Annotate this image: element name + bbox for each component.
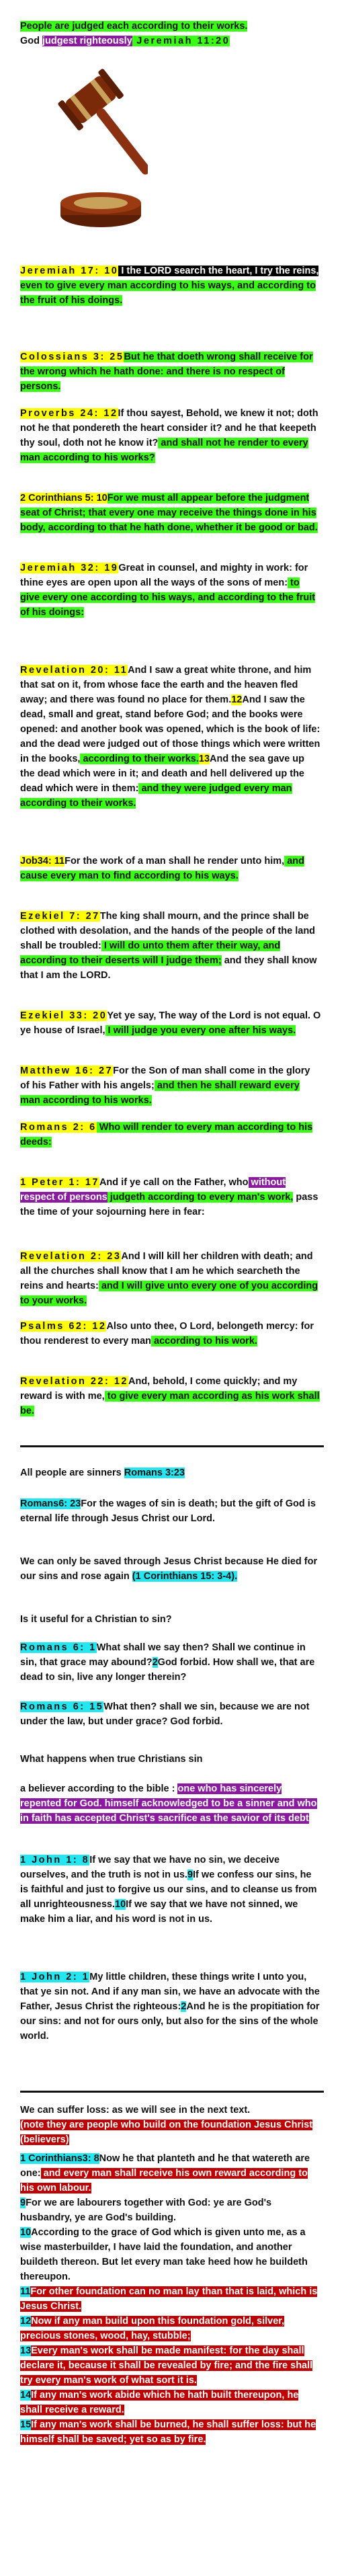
- john18-n10: 10: [115, 1899, 126, 1910]
- john21-t1: My little children, these things write I unto you, that ye sin not. And if any man sin, we have an advocate with the Father, Jesus Christ the righteous:: [20, 1972, 320, 2012]
- job3411-t2: and cause every man to find according to his ways.: [20, 856, 305, 881]
- believer-a: a believer according to the bible :: [20, 1783, 178, 1794]
- saved-text: We can only be saved through Jesus Christ because He died for our sins and rose again: [20, 1556, 318, 1582]
- verse-rom61: [20, 1640, 321, 1685]
- ref-eze3320: Ezekiel 33: 20: [20, 1010, 108, 1021]
- verse-job3411: [20, 854, 321, 883]
- rom623-text: For the wages of sin is death; but the gift of God is eternal life through Jesus Christ our Lord.: [20, 1498, 316, 1524]
- rev2212-t1: And, behold, I come quickly; and my reward is with me,: [20, 1376, 298, 1402]
- john21-n2: 2: [181, 2001, 187, 2012]
- when-line: [20, 1752, 321, 1767]
- rom61-t1: What shall we say then? Shall we continue in sin, that grace may abound?: [20, 1642, 306, 1668]
- rev2011-t5: and they were judged every man according to their works.: [20, 783, 292, 809]
- cor38-n13: 13: [20, 2345, 32, 2356]
- rev223-t2: and I will give unto every one of you according to your works.: [20, 1281, 318, 1306]
- intro-god: God: [20, 36, 43, 46]
- cor38-t2: and every man shall receive his own reward according to his own labour.: [20, 2168, 308, 2193]
- eze727-t1: The king shall mourn, and the prince shall be clothed with desolation, and the hands of the people of the land shall be troubled:: [20, 911, 316, 951]
- verse-rev2011: [20, 663, 321, 811]
- section-divider-1: [20, 1445, 324, 1447]
- believer-b: one who has sincerely repented for God. himself acknowledged to be a sinner and who in faith has accepted Christ's sacrifice as the savior of its debt: [20, 1783, 317, 1824]
- mat1627-t2: and then he shall reward every man according to his works.: [20, 1080, 300, 1106]
- rev2011-n12: 12: [231, 694, 243, 705]
- eze3320-t1: Yet ye say, The way of the Lord is not equal. O ye house of Israel,: [20, 1010, 321, 1036]
- jer1710-t1: I the LORD search the heart, I try the reins,: [118, 266, 319, 276]
- ref-rom61: Romans 6: 1: [20, 1642, 97, 1653]
- ref-jer1710: Jeremiah 17: 10: [20, 266, 119, 276]
- ref-mat1627: Matthew 16: 27: [20, 1065, 114, 1076]
- verse-rev2212: [20, 1374, 321, 1418]
- rom61-t2: God forbid. How shall we, that are dead to sin, live any longer therein?: [20, 1657, 315, 1683]
- cor38-t14: If any man's work abide which he hath built thereupon, he shall receive a reward.: [20, 2390, 299, 2415]
- intro-block: [20, 19, 321, 48]
- gavel-icon: [47, 47, 148, 249]
- john18-t2: If we confess our sins, he is faithful and just to forgive us our sins, and to cleanse us from all unrighteousness.: [20, 1869, 317, 1910]
- cor38-t10: According to the grace of God which is given unto me, as a wise masterbuilder, I have laid the foundation, and another buildeth thereon. But let every man take heed how he buildeth thereupon.: [20, 2227, 308, 2282]
- verse-mat1627: [20, 1063, 321, 1108]
- ref-job3411: Job34: 11: [20, 856, 65, 867]
- job3411-t1: For the work of a man shall he render unto him,: [64, 856, 285, 867]
- verse-cor510: [20, 491, 321, 535]
- cor38-n9: 9: [20, 2198, 26, 2208]
- eze727-t3: and they shall know that I am the LORD.: [20, 955, 317, 981]
- intro-judgest: judgest righteously: [42, 36, 132, 46]
- pet117-t1: And if ye call on the Father, who: [99, 1177, 249, 1188]
- ref-rom623: Romans6: 23: [20, 1498, 81, 1509]
- cor38-n12: 12: [20, 2316, 32, 2327]
- verse-john18: [20, 1853, 321, 1927]
- cor510-t1: For we must all appear before the judgment seat of Christ; that every one may receive the things done in his body, according to that he hath done, whether it be good or bad.: [20, 493, 318, 533]
- cor38-t13: Every man's work shall be made manifest: for the day shall declare it, because it shall be revealed by fire; and the fire shall try every man's work of what sort it is.: [20, 2345, 313, 2386]
- rev2011-t1: And I saw a great white throne, and him that sat on it, from whose face the earth and the heaven fled away; and there was found no place for them.: [20, 665, 312, 705]
- sinners-text: All people are sinners: [20, 1467, 124, 1478]
- rev2212-t2: to give every man according as his work shall be.: [20, 1391, 320, 1416]
- pro2412-t2: and shall not he render to every man according to his works?: [20, 438, 308, 463]
- rev2011-t2: And I saw the dead, small and great, stand before God; and the books were opened: and another book was opened, which is the book of life: and the dead were judged out of those things which were written in the books,: [20, 694, 320, 764]
- loss-intro-a: We can suffer loss: as we will see in the next text.: [20, 2105, 251, 2116]
- john18-t3: If we say that we have not sinned, we make him a liar, and his word is not in us.: [20, 1899, 298, 1925]
- eze727-t2: I will do unto them after their way, and according to their deserts will I judge them;: [20, 940, 281, 966]
- verse-rom615: [20, 1699, 321, 1729]
- cor38-n10: 10: [20, 2227, 32, 2238]
- ref-rev2011: Revelation 20: 11: [20, 665, 128, 676]
- pet117-t2: without respect of persons: [20, 1177, 286, 1203]
- sinners-line: [20, 1465, 321, 1480]
- col325-t1: But he that doeth wrong shall receive for the wrong which he hath done: and there is no respect of persons.: [20, 352, 313, 392]
- jer1710-t2: even to give every man according to his ways, and according to the fruit of his doings.: [20, 280, 316, 306]
- ref-jer3219: Jeremiah 32: 19: [20, 563, 119, 573]
- rom615-text: What then? shall we sin, because we are not under the law, but under grace? God forbid.: [20, 1701, 310, 1727]
- ref-pet117: 1 Peter 1: 17: [20, 1177, 99, 1188]
- ref-john21: 1 John 2: 1: [20, 1972, 90, 1982]
- ref-psa6212: Psalms 62: 12: [20, 1321, 107, 1332]
- verse-rom26: [20, 1120, 321, 1150]
- rev2011-n13: 13: [198, 754, 210, 764]
- ref-rev2212: Revelation 22: 12: [20, 1376, 128, 1387]
- rev2011-t4: And the sea gave up the dead which were in it; and death and hell delivered up the dead which were in them:: [20, 754, 305, 794]
- rev223-t1: And I will kill her children with death; and all the churches shall know that I am he which searcheth the reins and hearts:: [20, 1251, 313, 1291]
- cor38-t12a: Now if any man build upon this foundation gold, silver, precious stones, wood, hay, stubble;: [20, 2316, 285, 2341]
- psa6212-t2: according to his work.: [151, 1336, 257, 1346]
- ref-rom615: Romans 6: 15: [20, 1701, 104, 1712]
- verse-pet117: [20, 1175, 321, 1219]
- believer-block: [20, 1781, 321, 1826]
- verse-john21: [20, 1970, 321, 2044]
- rom61-n2: 2: [152, 1657, 158, 1668]
- cor38-n15: 15: [20, 2419, 32, 2430]
- verse-eze727: [20, 909, 321, 983]
- ref-john18: 1 John 1: 8: [20, 1855, 90, 1865]
- psa6212-t1: Also unto thee, O Lord, belongeth mercy: for thou renderest to every man: [20, 1321, 314, 1346]
- ref-cor38: 1 Corinthians3: 8: [20, 2153, 99, 2164]
- pet117-t4: pass the time of your sojourning here in fear:: [20, 1192, 318, 1217]
- loss-intro-b: (note they are people who build on the foundation Jesus Christ (believers): [20, 2120, 313, 2145]
- ref-rev223: Revelation 2: 23: [20, 1251, 122, 1262]
- intro-ref: Jeremiah 11:20: [132, 36, 230, 46]
- pet117-t3: judgeth according to every man's work,: [107, 1192, 294, 1203]
- verse-cor38: [20, 2151, 321, 2447]
- loss-intro: [20, 2103, 321, 2147]
- ref-eze727: Ezekiel 7: 27: [20, 911, 100, 922]
- question-text: Is it useful for a Christian to sin?: [20, 1614, 172, 1625]
- rev2011-t3: according to their works.: [80, 754, 199, 764]
- verse-rev223: [20, 1249, 321, 1308]
- ref-rom26: Romans 2: 6: [20, 1122, 97, 1133]
- cor38-t15: If any man's work shall be burned, he shall suffer loss: but he himself shall be saved; yet so as by fire.: [20, 2419, 316, 2445]
- question-line: [20, 1612, 321, 1627]
- eze3320-t2: I will judge you every one after his ways.: [105, 1025, 296, 1036]
- verse-psa6212: [20, 1319, 321, 1349]
- john18-t1: If we say that we have no sin, we deceive ourselves, and the truth is not in us.: [20, 1855, 280, 1880]
- when-text: What happens when true Christians sin: [20, 1754, 203, 1765]
- ref-pro2412: Proverbs 24: 12: [20, 408, 118, 419]
- verse-rom623: [20, 1496, 321, 1526]
- sinners-ref: Romans 3:23: [124, 1467, 185, 1478]
- pro2412-t1: If thou sayest, Behold, we knew it not; doth not he that pondereth the heart consider it? and he that keepeth thy soul, doth not he know it?: [20, 408, 318, 448]
- saved-line: [20, 1554, 321, 1584]
- ref-cor510: 2 Corinthians 5: 10: [20, 493, 108, 504]
- verse-pro2412: [20, 406, 321, 465]
- jer3219-t2: to give every one according to his ways, and according to the fruit of his doings:: [20, 577, 316, 618]
- cor38-n14: 14: [20, 2390, 32, 2401]
- mat1627-t1: For the Son of man shall come in the glory of his Father with his angels;: [20, 1065, 310, 1091]
- verse-jer1710: [20, 264, 321, 308]
- cor38-n11: 11: [20, 2286, 31, 2297]
- verse-jer3219: [20, 561, 321, 620]
- john21-t2: And he is the propitiation for our sins: and not for ours only, but also for the sins of the whole world.: [20, 2001, 320, 2042]
- rom26-t1: Who will render to every man according to his deeds:: [20, 1122, 313, 1148]
- jer3219-t1: Great in counsel, and mighty in work: for thine eyes are open upon all the ways of the sons of men:: [20, 563, 308, 588]
- john18-n9: 9: [187, 1869, 194, 1880]
- intro-line1: People are judged each according to their works.: [20, 21, 248, 32]
- ref-col325: Colossians 3: 25: [20, 352, 124, 362]
- saved-ref: (1 Corinthians 15: 3-4).: [132, 1571, 238, 1582]
- cor38-t9: For we are labourers together with God: ye are God's husbandry, ye are God's building.: [20, 2198, 272, 2223]
- cor38-t11: For other foundation can no man lay than that is laid, which is Jesus Christ.: [20, 2286, 318, 2312]
- section-divider-2: [20, 2091, 324, 2093]
- verse-col325: [20, 350, 321, 394]
- cor38-t1: Now he that planteth and he that watereth are one:: [20, 2153, 310, 2179]
- verse-eze3320: [20, 1008, 321, 1038]
